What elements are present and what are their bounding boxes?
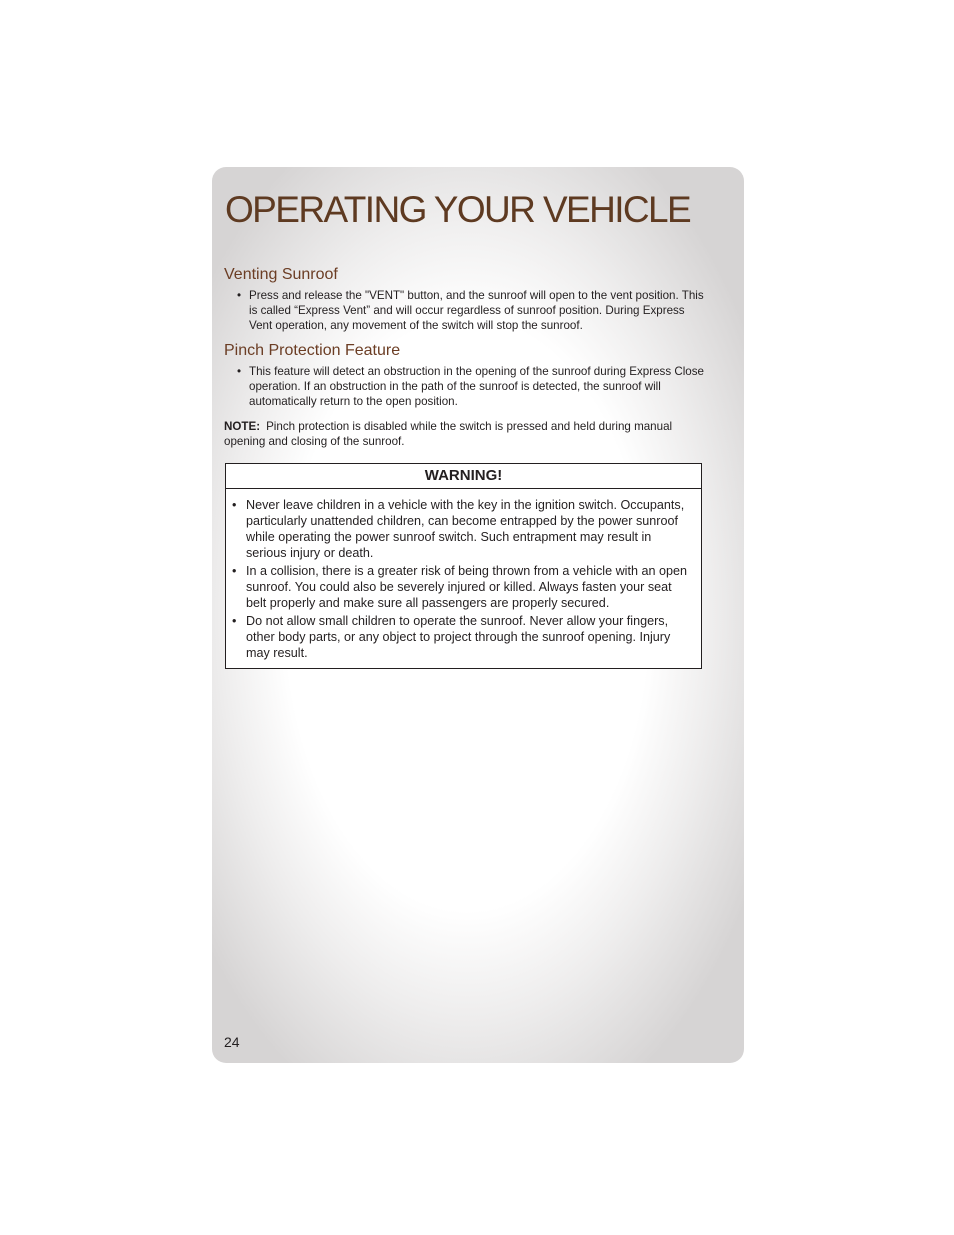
bullet-icon: •	[237, 365, 242, 378]
warning-text: In a collision, there is a greater risk of being thrown from a vehicle with an open sunroof. You could also be severely injured or killed. Always fasten your seat belt properly and make sure all passengers are properly secured.	[246, 564, 688, 610]
pinch-protection-list	[236, 364, 706, 410]
warning-heading: WARNING!	[226, 464, 701, 489]
page-title: OPERATING YOUR VEHICLE	[225, 189, 691, 230]
bullet-text: Press and release the "VENT" button, and the sunroof will open to the vent position. This is called “Express Vent” and will occur regardless of sunroof position. During Express Vent operation, any movement of the switch will stop the sunroof.	[249, 289, 704, 333]
manual-page	[212, 167, 744, 1063]
note-label: NOTE:	[224, 420, 261, 433]
warning-list	[226, 489, 701, 661]
venting-sunroof-list	[236, 288, 706, 334]
warning-text: Do not allow small children to operate the sunroof. Never allow your fingers, other body parts, or any object to project through the sunroof opening. Injury may result.	[246, 614, 671, 660]
note-text: Pinch protection is disabled while the switch is pressed and held during manual opening and closing of the sunroof.	[224, 420, 673, 449]
bullet-icon: •	[232, 614, 237, 628]
bullet-icon: •	[232, 564, 237, 578]
section-heading-venting-sunroof: Venting Sunroof	[224, 266, 338, 283]
page-number: 24	[224, 1034, 240, 1050]
list-item	[236, 288, 706, 334]
warning-box	[225, 463, 702, 669]
note-paragraph	[224, 419, 704, 449]
list-item	[232, 563, 693, 611]
bullet-icon: •	[237, 289, 242, 302]
list-item	[232, 613, 693, 661]
warning-text: Never leave children in a vehicle with the key in the ignition switch. Occupants, particularly unattended children, can become entrapped by the power sunroof while operating the power sunroof switch. Such entrapment may result in serious injury or death.	[246, 498, 685, 560]
section-heading-pinch-protection: Pinch Protection Feature	[224, 342, 401, 359]
list-item	[232, 497, 693, 561]
list-item	[236, 364, 706, 410]
bullet-icon: •	[232, 498, 237, 512]
bullet-text: This feature will detect an obstruction in the opening of the sunroof during Express Close operation. If an obstruction in the path of the sunroof is detected, the sunroof will automatically return to the open position.	[249, 365, 704, 409]
